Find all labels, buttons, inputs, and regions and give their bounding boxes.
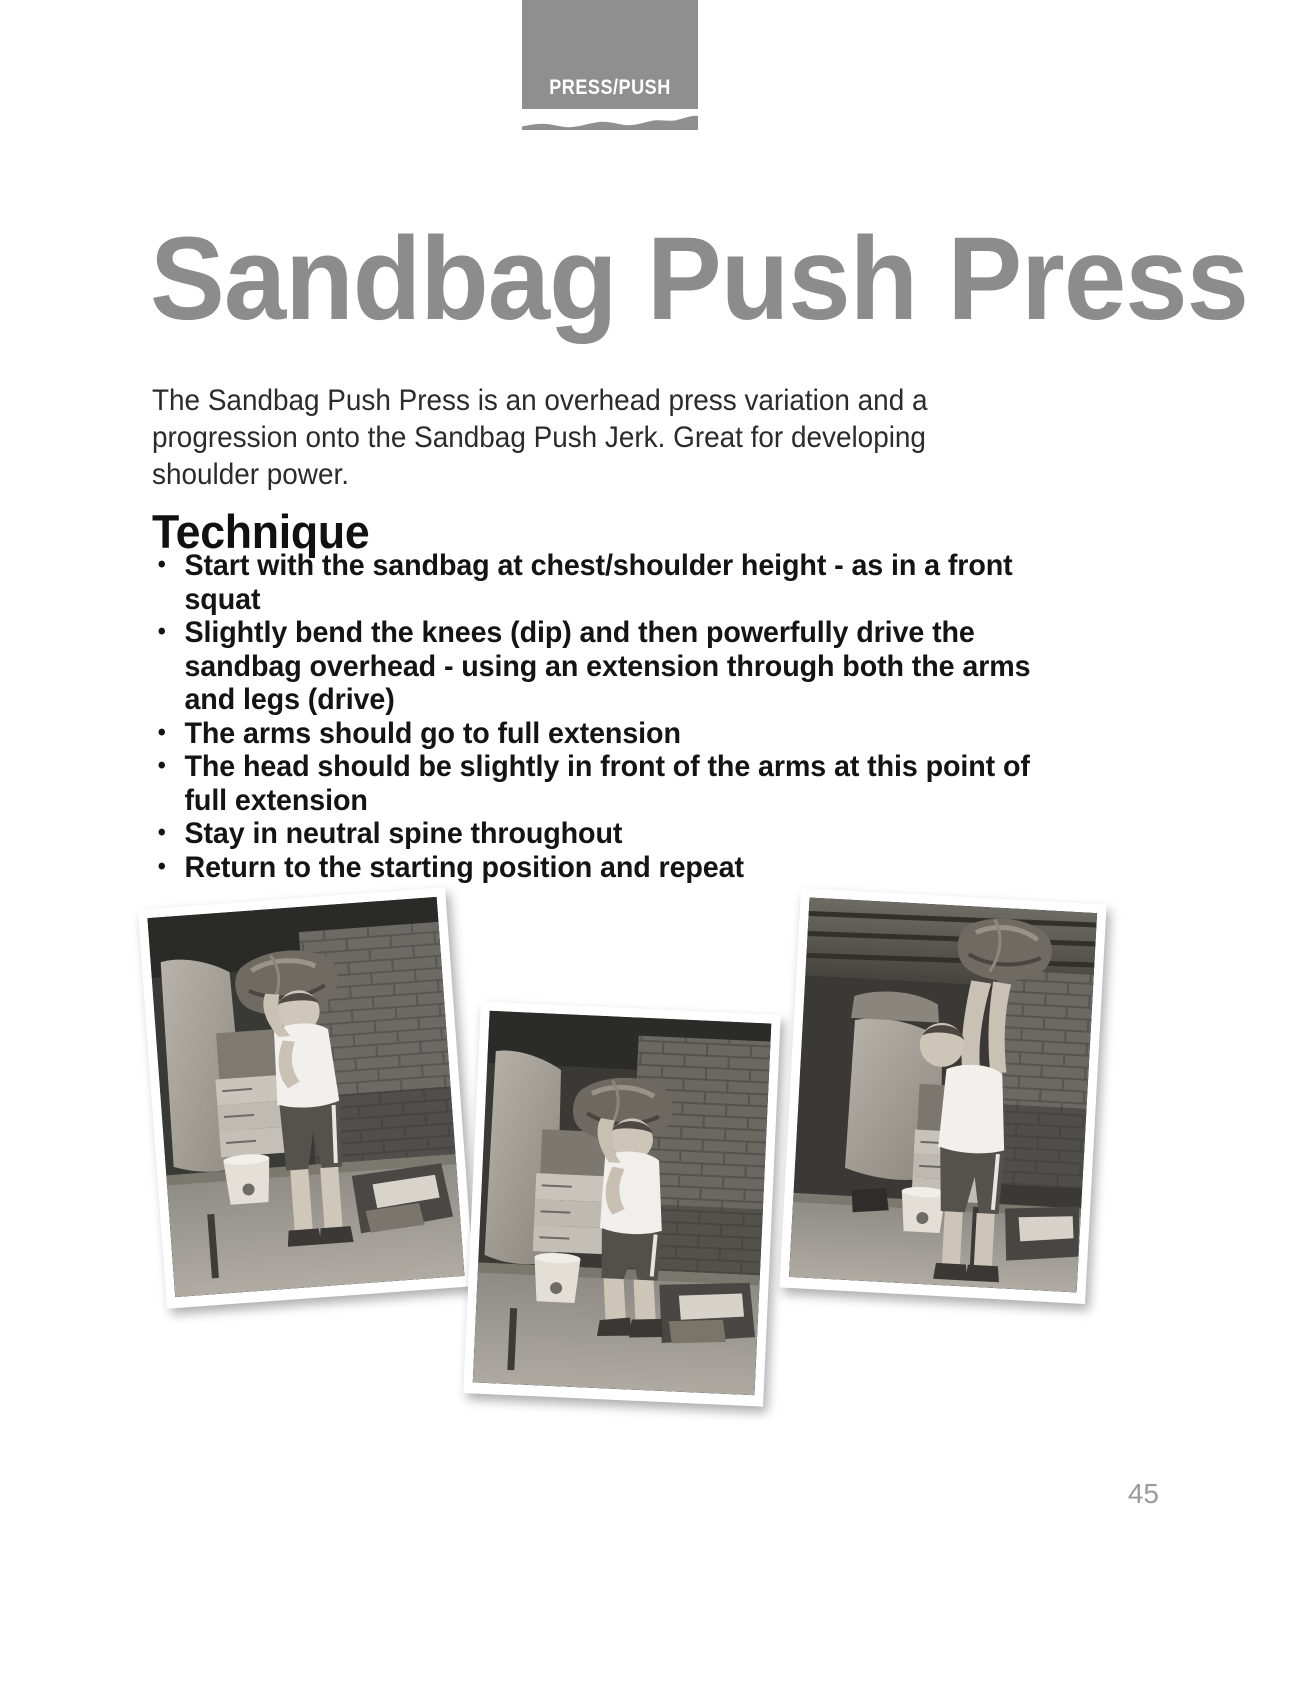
intro-paragraph: The Sandbag Push Press is an overhead press variation and a progression onto the Sandbag Push Jerk. Great for developing shoulder power. [152, 384, 928, 491]
list-item: • Stay in neutral spine throughout [152, 817, 1040, 851]
list-item: • The head should be slightly in front of the arms at this point of full extension [152, 750, 1040, 817]
torn-paper-edge-icon [522, 109, 698, 130]
list-item: • Start with the sandbag at chest/shoulder height - as in a front squat [152, 549, 1040, 616]
photo-dip-position-image [473, 1011, 772, 1395]
photo-overhead-lockout [779, 888, 1106, 1304]
photo-start-position [138, 887, 474, 1308]
list-item: • The arms should go to full extension [152, 717, 1040, 751]
photo-dip-position [463, 1001, 780, 1406]
technique-list [152, 549, 1082, 884]
photo-start-position-image [147, 897, 464, 1297]
category-tab [522, 0, 698, 130]
page-title: Sandbag Push Press [150, 213, 1249, 346]
list-item: • Slightly bend the knees (dip) and then powerfully drive the sandbag overhead - using an extension through both the arms and legs (drive) [152, 616, 1040, 717]
photo-collage [0, 880, 1311, 1440]
page-number: 45 [1127, 1478, 1159, 1509]
photo-overhead-lockout-image [789, 897, 1097, 1292]
technique-heading: Technique [152, 505, 370, 558]
category-tab-label: PRESS/PUSH [549, 76, 671, 99]
list-item: • Return to the starting position and repeat [152, 851, 1040, 885]
